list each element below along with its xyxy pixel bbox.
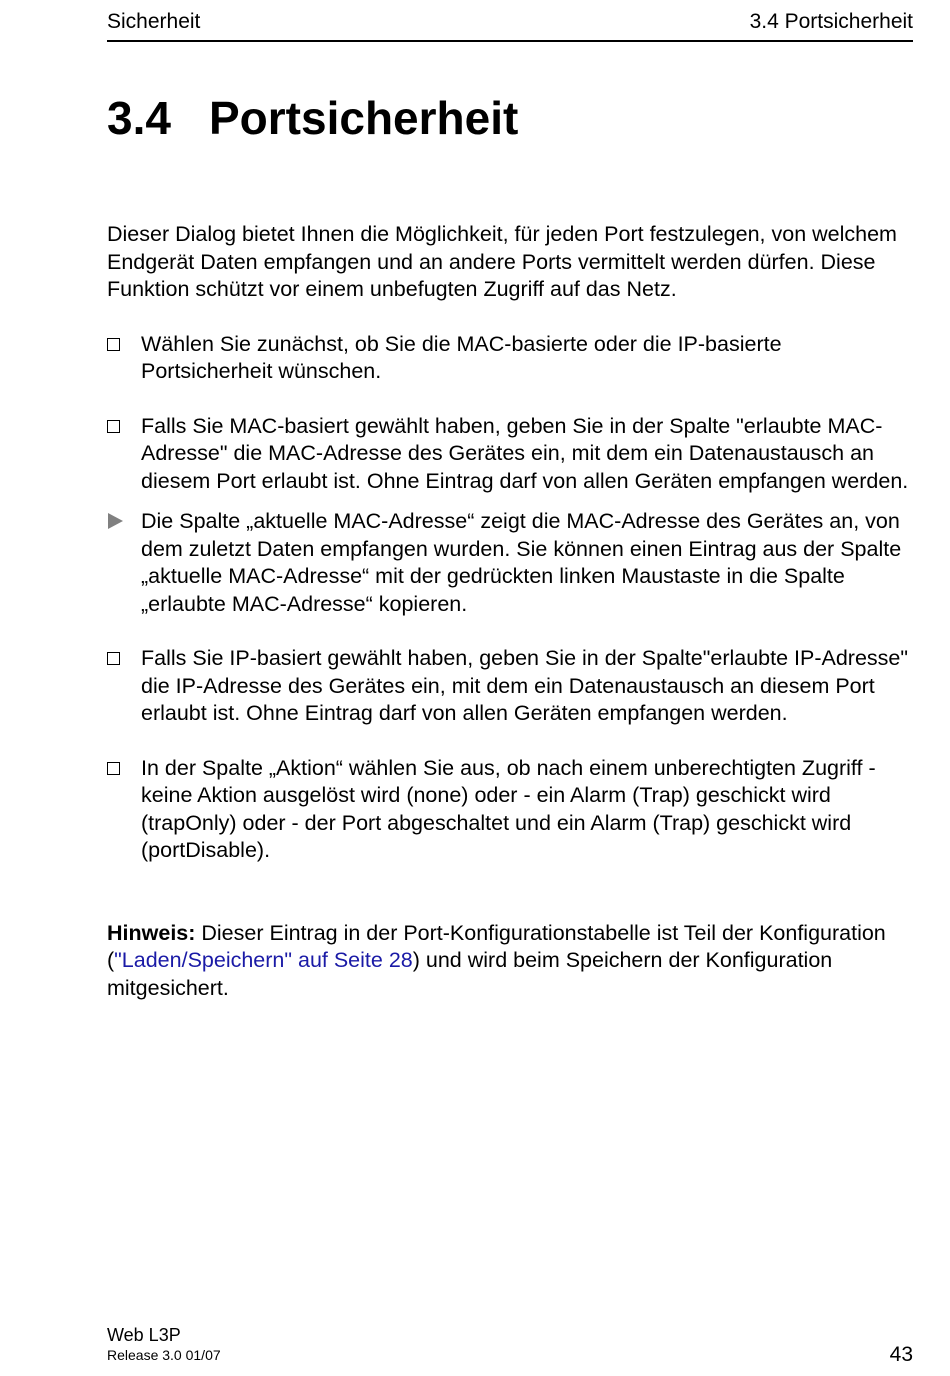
note-text-after: ) und wird beim Speichern der Konfiguration mitgesichert.	[107, 948, 833, 1000]
step-text: Wählen Sie zunächst, ob Sie die MAC-basierte oder die IP-basierte Portsicherheit wünschen.	[141, 331, 782, 383]
footer-product-info	[107, 1325, 221, 1363]
intro-paragraph: Dieser Dialog bietet Ihnen die Möglichkeit, für jeden Port festzulegen, von welchem Endgerät Daten empfangen und an andere Ports vermittelt werden dürfen. Diese Funktion schützt vor einem unbefugten Zugriff auf das Netz.	[107, 222, 897, 301]
note-paragraph	[107, 920, 913, 1003]
step-select-mode	[107, 331, 913, 386]
note-text-before: Dieser Eintrag in der Port-Konfigurationstabelle ist Teil der Konfiguration (	[107, 920, 886, 972]
cross-reference-link[interactable]: "Laden/Speichern" auf Seite 28	[114, 948, 413, 972]
step-text: Falls Sie IP-basiert gewählt haben, geben Sie in der Spalte"erlaubte IP-Adresse" die IP-Adresse des Gerätes ein, mit dem ein Datenaustausch an diesem Port erlaubt ist. Ohne Eintrag darf von allen Geräten empfangen werden.	[141, 646, 909, 725]
checkbox-icon	[107, 420, 120, 433]
step-ip-based	[107, 645, 913, 728]
step-text: Die Spalte „aktuelle MAC-Adresse“ zeigt die MAC-Adresse des Gerätes an, von dem zuletzt Daten empfangen wurden. Sie können einen Eintrag aus der Spalte „aktuelle MAC-Adresse“ mit der gedrückten linken Maustaste in die Spalte „erlaubte MAC-Adresse“ kopieren.	[141, 509, 902, 616]
chapter-number: 3.4	[107, 92, 171, 144]
note-label: Hinweis:	[107, 920, 196, 945]
checkbox-icon	[107, 652, 120, 665]
step-mac-based	[107, 413, 913, 496]
chapter-title-text: Portsicherheit	[209, 92, 519, 144]
page-number: 43	[889, 1343, 913, 1366]
step-current-mac-info	[107, 508, 913, 618]
triangle-icon	[108, 513, 123, 529]
document-page	[107, 0, 913, 1376]
checkbox-icon	[107, 338, 120, 351]
footer-product: Web L3P	[107, 1325, 181, 1345]
running-header	[107, 6, 913, 42]
step-text: In der Spalte „Aktion“ wählen Sie aus, ob nach einem unberechtigten Zugriff - keine Aktion ausgelöst wird (none) oder - ein Alarm (Trap) geschickt wird (trapOnly) oder - der Port abgeschaltet und ein Alarm (Trap) geschickt wird (portDisable).	[141, 755, 876, 862]
step-action	[107, 755, 913, 865]
running-header-section: Sicherheit	[107, 10, 201, 33]
step-text: Falls Sie MAC-basiert gewählt haben, geben Sie in der Spalte "erlaubte MAC-Adresse" die MAC-Adresse des Gerätes ein, mit dem ein Datenaustausch an diesem Port erlaubt ist. Ohne Eintrag darf von allen Geräten empfangen werden.	[141, 413, 909, 493]
chapter-title	[107, 88, 518, 148]
running-header-chapter: 3.4 Portsicherheit	[749, 10, 913, 33]
body-text	[107, 221, 913, 1002]
checkbox-icon	[107, 762, 120, 775]
footer-release: Release 3.0 01/07	[107, 1347, 221, 1363]
